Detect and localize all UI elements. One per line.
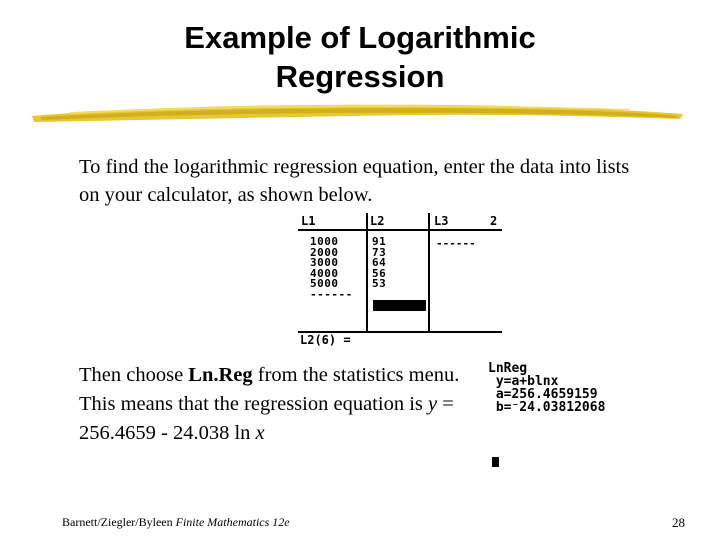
list-l1-values: [310, 237, 353, 300]
explanation-paragraph: [79, 361, 479, 448]
lnreg-line-model: y=a+blnx: [488, 374, 559, 389]
slide-title-line2: Regression: [275, 59, 445, 94]
list-l2-values: [372, 237, 386, 290]
equation-y-variable: y: [428, 393, 438, 415]
list-header-number: 2: [490, 214, 498, 228]
list-cell: 4000: [310, 266, 339, 280]
lnreg-line-a: a=256.4659159: [488, 387, 598, 402]
column-divider: [366, 213, 368, 331]
list-cell: 3000: [310, 256, 339, 269]
list-header-l2: L2: [370, 214, 385, 228]
calculator-list-screen: [298, 213, 502, 345]
footer-authors: Barnett/Ziegler/Byleen: [62, 515, 176, 529]
list-table: [298, 213, 502, 333]
list-header-l1: L1: [301, 214, 316, 228]
regression-equation: = 256.4659 - 24.038 ln: [79, 393, 454, 444]
lnreg-line-b: b=⁻24.03812068: [488, 400, 606, 415]
lnreg-line-title: LnReg: [488, 361, 528, 376]
list-header-l3: L3: [434, 214, 449, 228]
list-cell: 64: [372, 256, 387, 269]
calculator-lnreg-screen: [488, 362, 678, 418]
paragraph-text: from the statistics menu. This means that the regression equation is: [79, 364, 460, 415]
list-status-line: L2(6) =: [300, 333, 351, 347]
list-cell: 5000: [310, 277, 339, 290]
page-number: 28: [672, 515, 685, 530]
footer-book-title: Finite Mathematics 12e: [175, 515, 290, 529]
column-divider: [428, 213, 430, 331]
equation-x-variable: x: [255, 422, 265, 444]
paragraph-text: Then choose: [79, 364, 189, 386]
slide-title: [0, 18, 720, 96]
list-cell: 2000: [310, 245, 339, 259]
slide-title-line1: Example of Logarithmic: [184, 20, 536, 55]
list-cell: 73: [372, 245, 387, 259]
lnreg-command-label: Ln.Reg: [188, 364, 253, 386]
list-cell: 53: [372, 277, 387, 290]
footer-citation: [62, 515, 290, 530]
list-l3-dashes: ------: [436, 237, 476, 250]
list-cell: ------: [310, 287, 353, 301]
list-cell: 56: [372, 266, 387, 280]
list-cell: 1000: [310, 235, 339, 248]
list-l2-dashes: ------: [374, 306, 414, 319]
list-header-row: [298, 213, 502, 231]
intro-text: To find the logarithmic regression equation, enter the data into lists on your calculator, as shown below.: [79, 156, 630, 206]
list-cell: 91: [372, 235, 387, 248]
title-underline-brushstroke: [30, 92, 685, 132]
calculator-cursor: [492, 457, 499, 467]
